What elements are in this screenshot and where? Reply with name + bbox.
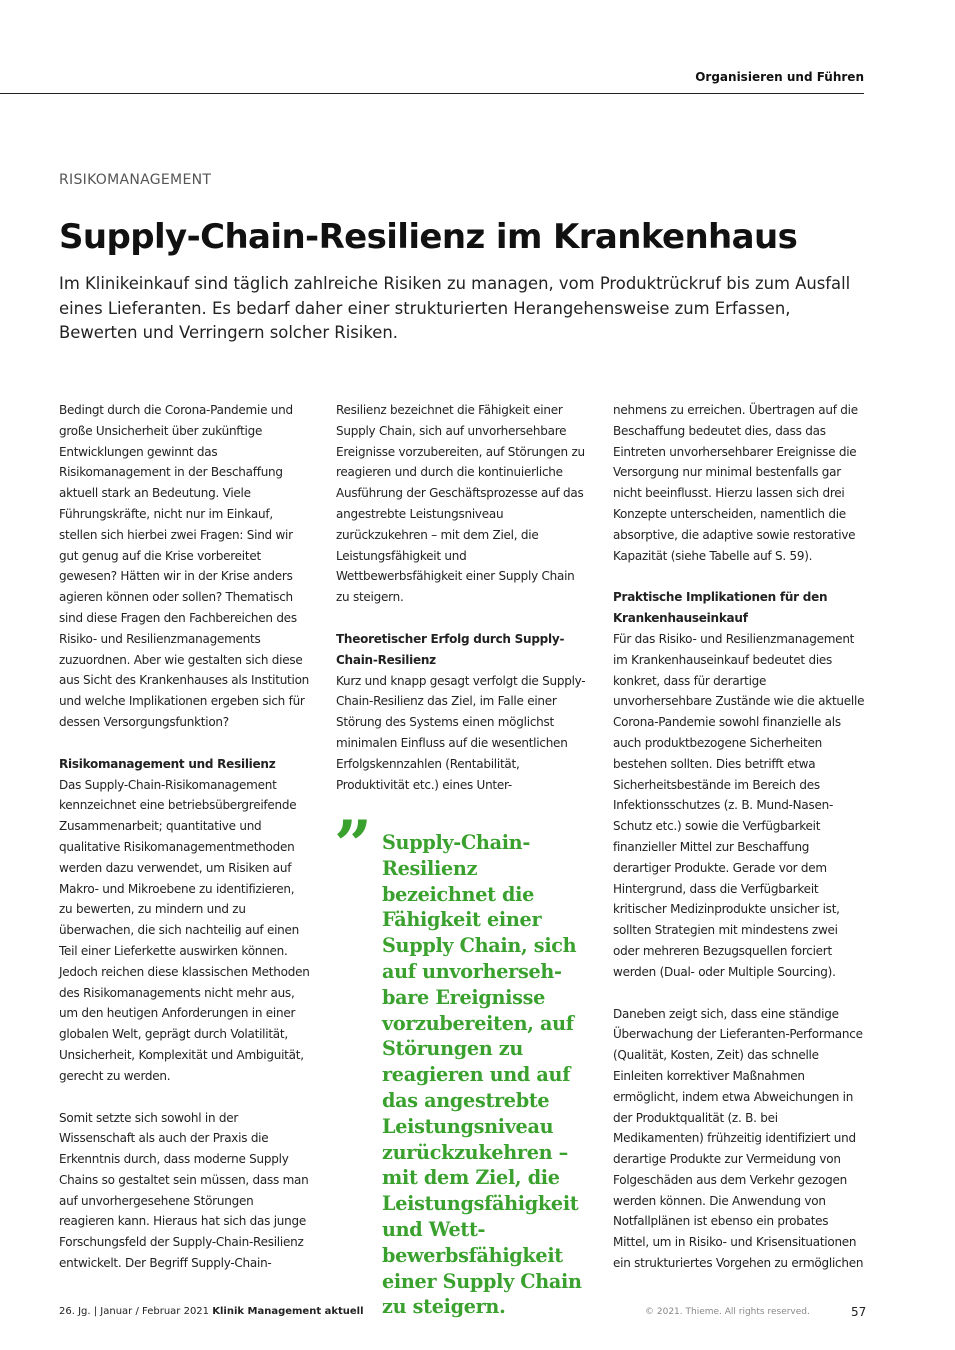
col3-paragraph-2: Für das Risiko- und Resilienzmanagement im Krankenhauseinkauf bedeutet dies konkret, dass für derartige unvorhersehbare Zustände wie die aktuelle Corona-Pandemie sowohl finanzielle als auch produktbezogene Sicherheiten bestehen sollten. Dies betrifft etwa Sicherheitsbestände im Bereich des Infektionsschutzes (z. B. Mund-Nasen-Schutz etc.) sowie die Verfügbarkeit finanzieller Mittel zur Beschaffung derartiger Produkte. Gerade vor dem Hintergrund, dass die Verfügbarkeit kritischer Medizinprodukte unsicher ist, sollten Strategien mit mindestens zwei oder mehreren Bezugsquellen forciert werden (Dual- oder Multiple Sourcing). [613,631,865,979]
col1-paragraph-1: Bedingt durch die Corona-Pandemie und große Unsicherheit über zukünftige Entwicklungen gewinnt das Risikomanagement in der Beschaffung aktuell stark an Bedeutung. Viele Führungskräfte, nicht nur im Einkauf, stellen sich hierbei zwei Fragen: Sind wir gut genug auf die Krise vorbereitet gewesen? Hätten wir in der Krise anders agieren können oder sollen? Thematisch sind diese Fragen den Fachbereichen des Risiko- und Resilienzmanagements zuzuordnen. Aber wie gestalten sich diese aus Sicht des Krankenhauses als Institution und welche Implikationen ergeben sich für dessen Versorgungsfunktion? [59,403,310,729]
text-column-1 [59,400,311,1274]
paragraph-gap [613,983,865,1004]
subheading-theoretischer-erfolg: Theoretischer Erfolg durch Supply-Chain-Resilienz [336,631,565,667]
col1-paragraph-2: Das Supply-Chain-Risikomanagement kennzeichnet eine betriebsübergreifende Zusammenarbeit; quantitative und qualitative Risikomanagementmethoden werden dazu verwendet, um Risiken auf Makro- und Mikroebene zu identifizieren, zu bewerten, zu mindern und zu überwachen, die sich nachteilig auf einen Teil einer Lieferkette auswirken können. Jedoch reichen diese klassischen Methoden des Risikomanagements nicht mehr aus, um den heutigen Anforderungen in einer globalen Welt, geprägt durch Volatilität, Unsicherheit, Komplexität und Ambiguität, gerecht zu werden. [59,777,310,1083]
section-header: Organisieren und Führen [695,70,864,84]
col2-paragraph-2: Kurz und knapp gesagt verfolgt die Supply-Chain-Resilienz das Ziel, im Falle einer Störung des Systems einen möglichst minimalen Einfluss auf die wesentlichen Erfolgskennzahlen (Rentabilität, Produktivität etc.) eines Unter- [336,673,586,792]
footer-journal: Klinik Management aktuell [212,1306,364,1317]
footer-issue-info [59,1306,364,1317]
paragraph-gap [59,1087,311,1108]
paragraph-gap [59,733,311,754]
article-title: Supply-Chain-Resilienz im Krankenhaus [59,217,798,257]
col3-paragraph-1: nehmens zu erreichen. Übertragen auf die Beschaffung bedeutet dies, dass das Eintreten unvorhersehbarer Ereignisse die Versorgung nur minimal bestenfalls gar nicht beeinflusst. Hierzu lassen sich drei Konzepte unterscheiden, namentlich die absorptive, die adaptive sowie restorative Kapazität (siehe Tabelle auf S. 59). [613,403,858,563]
col2-paragraph-1: Resilienz bezeichnet die Fähigkeit einer Supply Chain, sich auf unvorhersehbare Ereignisse vorzubereiten, auf Störungen zu reagieren und durch die kontinuierliche Ausführung der Geschäftsprozesse auf das angestrebte Leistungsniveau zurückzukehren – mit dem Ziel, die Leistungsfähigkeit und Wettbewerbsfähigkeit einer Supply Chain zu steigern. [336,403,585,605]
paragraph-gap [336,608,588,629]
subheading-risikomanagement: Risikomanagement und Resilienz [59,756,276,771]
col1-paragraph-3: Somit setzte sich sowohl in der Wissenschaft als auch der Praxis die Erkenntnis durch, dass moderne Supply Chains so gestaltet sein müssen, dass man auf unvorhergesehene Störungen reagieren kann. Hieraus hat sich das junge Forschungsfeld der Supply-Chain-Resilienz entwickelt. Der Begriff Supply-Chain- [59,1110,309,1271]
col3-paragraph-3: Daneben zeigt sich, dass eine ständige Überwachung der Lieferanten-Performance (Qualität, Kosten, Zeit) das schnelle Einleiten korrektiver Maßnahmen ermöglicht, indem etwa Abweichungen in der Produktqualität (z. B. bei Medikamenten) frühzeitig identifiziert und derartige Produkte zur Vermeidung von Folgeschäden aus dem Verkehr gezogen werden können. Die Anwendung von Notfallplänen ist ebenso ein probates Mittel, um in Risiko- und Krisensituationen ein strukturiertes Vorgehen zu ermöglichen [613,1006,864,1271]
page-number: 57 [851,1305,867,1319]
text-column-3 [613,400,865,1274]
article-kicker: RISIKOMANAGEMENT [59,172,212,188]
pull-quote-text: Supply-Chain-Resilienz bezeichnet die Fähigkeit einer Supply Chain, sich auf unvorhersehbare Ereignisse vorzubereiten, auf Störungen zu reagieren und auf das angestrebte Leistungsniveau zurückzukehren – mit dem Ziel, die Leistungsfähigkeit und Wettbewerbsfähigkeit einer Supply Chain zu steigern. [382,831,582,1319]
footer-copyright: © 2021. Thieme. All rights reserved. [645,1307,810,1317]
paragraph-gap [613,566,865,587]
quote-mark-icon: ” [334,806,372,884]
article-lead: Im Klinikeinkauf sind täglich zahlreiche Risiken zu managen, vom Produktrückruf bis zum Ausfall eines Lieferanten. Es bedarf daher einer strukturierten Herangehensweise zum Erfassen, Bewerten und Verringern solcher Risiken. [59,274,851,342]
header-rule [0,93,864,94]
subheading-praktische-implikationen: Praktische Implikationen für den Krankenhauseinkauf [613,590,828,626]
text-column-2 [336,400,588,795]
footer-issue: 26. Jg. | Januar / Februar 2021 [59,1306,210,1317]
